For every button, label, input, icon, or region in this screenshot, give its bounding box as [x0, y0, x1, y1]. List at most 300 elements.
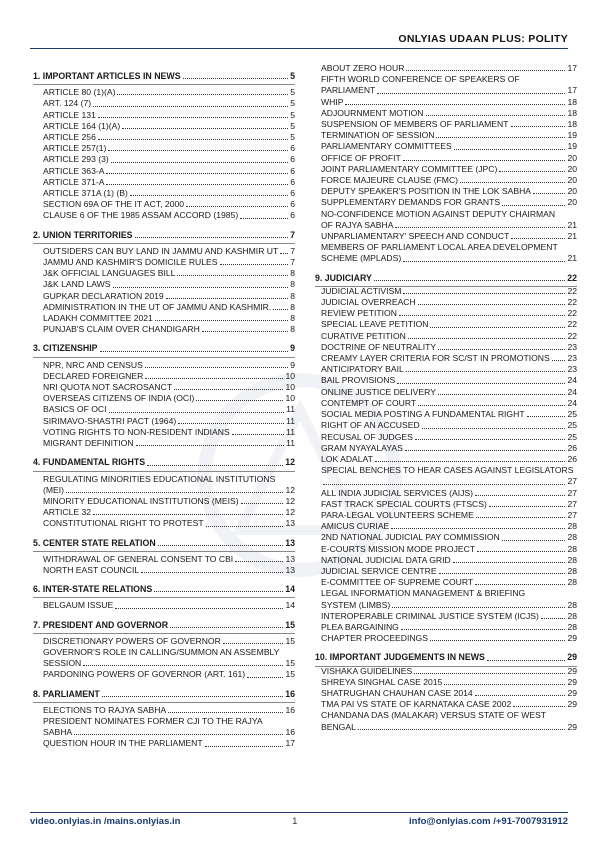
toc-entry[interactable] — [321, 544, 577, 555]
toc-entry[interactable] — [43, 87, 295, 98]
toc-entry[interactable] — [321, 577, 577, 588]
dot-leader — [154, 591, 283, 592]
toc-section-heading[interactable] — [33, 228, 295, 243]
entry-title: GRAM NYAYALAYAS — [321, 442, 403, 453]
entry-page-number: 5 — [290, 132, 295, 143]
toc-entry[interactable] — [43, 416, 295, 427]
toc-entry[interactable] — [321, 699, 577, 710]
dot-leader — [232, 434, 284, 435]
toc-entry[interactable] — [321, 186, 577, 197]
entry-page-number: 28 — [567, 621, 577, 632]
entry-page-number: 15 — [285, 669, 295, 680]
entry-page-number: 12 — [285, 507, 295, 518]
dot-leader — [83, 665, 283, 666]
dot-leader — [391, 528, 565, 529]
toc-entry[interactable] — [43, 705, 295, 716]
dot-leader — [109, 412, 285, 413]
toc-entry[interactable] — [43, 360, 295, 371]
dot-leader — [475, 584, 565, 585]
toc-entry[interactable] — [43, 507, 295, 518]
entry-title: SHATRUGHAN CHAUHAN CASE 2014 — [321, 687, 473, 698]
dot-leader — [205, 746, 284, 747]
toc-entry[interactable] — [43, 143, 295, 154]
dot-leader — [422, 428, 566, 429]
toc-entry[interactable] — [43, 210, 295, 221]
entry-title: ADJOURNMENT MOTION — [321, 107, 424, 118]
entry-page-number: 12 — [285, 484, 295, 495]
dot-leader — [93, 106, 288, 107]
entry-title: ALL INDIA JUDICIAL SERVICES (AIJS) — [321, 487, 474, 498]
toc-entry[interactable] — [43, 565, 295, 576]
toc-entry[interactable] — [321, 398, 577, 409]
toc-section-heading[interactable] — [33, 618, 295, 633]
toc-entry[interactable] — [321, 74, 577, 96]
entry-title: J&K LAND LAWS — [43, 279, 111, 290]
entry-title: BAIL PROVISIONS — [321, 375, 396, 386]
dot-leader — [439, 573, 566, 574]
toc-entry[interactable] — [321, 242, 577, 264]
toc-entry[interactable] — [43, 246, 295, 257]
entry-last-line — [43, 658, 295, 669]
entry-title: DECLARED FOREIGNER — [43, 370, 144, 381]
entry-title-line: GOVERNOR'S ROLE IN CALLING/SUMMON AN ASSEMBLY — [43, 646, 280, 657]
dot-leader — [273, 309, 288, 310]
toc-entry[interactable] — [321, 566, 577, 577]
entry-title: TMA PAI VS STATE OF KARNATAKA CASE 2002 — [321, 699, 512, 710]
toc-entry[interactable] — [43, 257, 295, 268]
entry-title: NRI QUOTA NOT SACROSANCT — [43, 382, 173, 393]
toc-entry[interactable] — [321, 588, 577, 610]
entry-page-number: 23 — [567, 341, 577, 352]
toc-entry[interactable] — [321, 532, 577, 543]
toc-entry[interactable] — [43, 188, 295, 199]
dot-leader — [247, 677, 283, 678]
entry-title: CONTEMPT OF COURT — [321, 397, 417, 408]
dot-leader — [170, 627, 283, 628]
dot-leader — [374, 280, 565, 281]
entry-title: BENGAL — [321, 721, 356, 732]
entry-page-number: 8 — [290, 324, 295, 335]
toc-entry[interactable] — [43, 166, 295, 177]
entry-page-number: 20 — [567, 186, 577, 197]
entry-title: CLAUSE 6 OF THE 1985 ASSAM ACCORD (1985) — [43, 210, 239, 221]
entry-title: ARTICLE 371A (1) (B) — [43, 188, 128, 199]
toc-section-entries — [315, 286, 577, 648]
dot-leader — [174, 389, 283, 390]
toc-entry[interactable] — [321, 688, 577, 699]
section-page-number: 22 — [567, 272, 577, 283]
toc-entry[interactable] — [321, 209, 577, 231]
entry-page-number: 24 — [567, 386, 577, 397]
entry-page-number: 20 — [567, 163, 577, 174]
toc-entry[interactable] — [321, 364, 577, 375]
toc-entry[interactable] — [321, 622, 577, 633]
entry-page-number: 7 — [290, 257, 295, 268]
toc-entry[interactable] — [321, 331, 577, 342]
entry-page-number: 18 — [567, 107, 577, 118]
entry-title: SHREYA SINGHAL CASE 2015 — [321, 676, 443, 687]
dot-leader — [403, 160, 566, 161]
toc-entry[interactable] — [321, 353, 577, 364]
entry-page-number: 23 — [567, 364, 577, 375]
toc-entry[interactable] — [321, 454, 577, 465]
entry-page-number: 17 — [285, 738, 295, 749]
dot-leader — [475, 495, 565, 496]
toc-entry[interactable] — [321, 342, 577, 353]
entry-title: JUDICIAL ACTIVISM — [321, 285, 402, 296]
toc-entry[interactable] — [43, 393, 295, 404]
toc-entry[interactable] — [43, 177, 295, 188]
entry-page-number: 5 — [290, 98, 295, 109]
entry-title: SIRIMAVO-SHASTRI PACT (1964) — [43, 415, 177, 426]
entry-page-number: 27 — [567, 476, 577, 487]
dot-leader — [476, 517, 566, 518]
toc-section-heading[interactable] — [33, 582, 295, 597]
toc-entry[interactable] — [321, 420, 577, 431]
dot-leader — [117, 94, 288, 95]
section-title: 4. FUNDAMENTAL RIGHTS — [33, 457, 146, 468]
dot-leader — [430, 327, 565, 328]
dot-leader — [102, 696, 283, 697]
toc-entry[interactable] — [321, 387, 577, 398]
entry-page-number: 6 — [290, 143, 295, 154]
entry-page-number: 15 — [285, 658, 295, 669]
dot-leader — [513, 706, 565, 707]
dot-leader — [444, 684, 565, 685]
toc-section-heading[interactable] — [33, 69, 295, 84]
toc-section-entries — [33, 243, 295, 339]
dot-leader — [106, 184, 288, 185]
toc-entry[interactable] — [321, 488, 577, 499]
section-page-number: 5 — [290, 71, 295, 81]
dot-leader — [122, 128, 288, 129]
dot-leader — [106, 173, 288, 174]
toc-entry[interactable] — [321, 510, 577, 521]
toc-entry[interactable] — [43, 279, 295, 290]
dot-leader — [98, 139, 288, 140]
footer-contact[interactable]: info@onlyias.com /+91-7007931912 — [409, 816, 568, 827]
toc-entry[interactable] — [43, 154, 295, 165]
entry-title: PUNJAB'S CLAIM OVER CHANDIGARH — [43, 324, 200, 335]
toc-section-heading[interactable] — [33, 536, 295, 551]
entry-page-number: 21 — [567, 219, 577, 230]
dot-leader — [436, 137, 565, 138]
entry-title: OUTSIDERS CAN BUY LAND IN JAMMU AND KASHMIR UT — [43, 245, 279, 256]
entry-page-number: 10 — [285, 393, 295, 404]
dot-leader — [499, 171, 565, 172]
entry-title: REVIEW PETITION — [321, 308, 397, 319]
entry-title: MINORITY EDUCATIONAL INSTITUTIONS (MEIS) — [43, 495, 239, 506]
toc-entry[interactable] — [321, 153, 577, 164]
entry-page-number: 24 — [567, 397, 577, 408]
toc-section-heading[interactable] — [33, 455, 295, 470]
entry-page-number: 28 — [567, 532, 577, 543]
toc-entry[interactable] — [321, 108, 577, 119]
entry-title: QUESTION HOUR IN THE PARLIAMENT — [43, 738, 203, 749]
entry-title: PLEA BARGAINING — [321, 621, 399, 632]
dot-leader — [223, 643, 284, 644]
toc-section-heading[interactable] — [33, 341, 295, 356]
dot-leader — [511, 126, 566, 127]
entry-page-number: 6 — [290, 165, 295, 176]
toc-entry[interactable] — [321, 666, 577, 677]
footer-websites[interactable]: video.onlyias.in /mains.onlyias.in — [30, 816, 181, 827]
dot-leader — [358, 729, 566, 730]
dot-leader — [113, 287, 289, 288]
toc-entry[interactable] — [43, 404, 295, 415]
dot-leader — [405, 450, 566, 451]
entry-page-number: 22 — [567, 330, 577, 341]
entry-page-number: 9 — [290, 359, 295, 370]
entry-title: E-COURTS MISSION MODE PROJECT — [321, 543, 476, 554]
entry-page-number: 22 — [567, 297, 577, 308]
entry-title: ONLINE JUSTICE DELIVERY — [321, 386, 436, 397]
dot-leader — [399, 315, 566, 316]
toc-entry[interactable] — [43, 132, 295, 143]
entry-title: BELGAUM ISSUE — [43, 600, 114, 611]
toc-entry[interactable] — [43, 199, 295, 210]
entry-last-line — [321, 476, 577, 487]
toc-entry[interactable] — [321, 119, 577, 130]
entry-page-number: 27 — [567, 498, 577, 509]
toc-section-entries — [315, 666, 577, 736]
entry-page-number: 29 — [567, 721, 577, 732]
entry-title: JUDICIAL OVERREACH — [321, 297, 416, 308]
toc-section-heading[interactable] — [315, 271, 577, 286]
entry-page-number: 28 — [567, 577, 577, 588]
entry-title-line: PRESIDENT NOMINATES FORMER CJI TO THE RAJYA — [43, 715, 263, 726]
entry-title: CHAPTER PROCEEDINGS — [321, 633, 428, 644]
toc-section-entries — [315, 63, 577, 268]
dot-leader — [323, 484, 565, 485]
toc-entry[interactable] — [43, 110, 295, 121]
entry-title: TERMINATION OF SESSION — [321, 130, 435, 141]
dot-leader — [430, 640, 565, 641]
toc-entry[interactable] — [321, 409, 577, 420]
toc-entry[interactable] — [321, 499, 577, 510]
entry-page-number: 8 — [290, 268, 295, 279]
entry-title: CONSTITUTIONAL RIGHT TO PROTEST — [43, 518, 204, 529]
dot-leader — [403, 293, 565, 294]
entry-title: WITHDRAWAL OF GENERAL CONSENT TO CBI — [43, 553, 234, 564]
entry-title: BASICS OF OCI — [43, 404, 107, 415]
entry-last-line — [43, 485, 295, 496]
toc-entry[interactable] — [43, 371, 295, 382]
entry-page-number: 17 — [567, 63, 577, 73]
toc-entry[interactable] — [43, 716, 295, 738]
entry-page-number: 21 — [567, 253, 577, 264]
toc-entry[interactable] — [43, 302, 295, 313]
dot-leader — [454, 149, 566, 150]
entry-page-number: 20 — [567, 175, 577, 186]
toc-entry[interactable] — [321, 130, 577, 141]
toc-entry[interactable] — [43, 738, 295, 749]
dot-leader — [541, 618, 566, 619]
entry-title: SYSTEM (LIMBS) — [321, 599, 391, 610]
entry-page-number: 10 — [285, 370, 295, 381]
entry-title: DOCTRINE OF NEUTRALITY — [321, 341, 437, 352]
entry-page-number: 29 — [567, 699, 577, 710]
entry-title: DEPUTY SPEAKER'S POSITION IN THE LOK SABHA — [321, 186, 532, 197]
entry-title: ARTICLE 293 (3) — [43, 154, 109, 165]
dot-leader — [158, 545, 284, 546]
entry-last-line — [321, 220, 577, 231]
entry-page-number: 22 — [567, 308, 577, 319]
dot-leader — [502, 540, 566, 541]
dot-leader — [135, 237, 289, 238]
dot-leader — [438, 394, 566, 395]
toc-section-entries — [33, 633, 295, 684]
entry-page-number: 25 — [567, 409, 577, 420]
toc-entry[interactable] — [321, 175, 577, 186]
dot-leader — [489, 506, 566, 507]
entry-title-line: LEGAL INFORMATION MANAGEMENT & BRIEFING — [321, 588, 526, 599]
toc-entry[interactable] — [43, 324, 295, 335]
toc-entry[interactable] — [43, 382, 295, 393]
entry-page-number: 10 — [285, 382, 295, 393]
dot-leader — [202, 331, 288, 332]
toc-entry[interactable] — [43, 600, 295, 611]
dot-leader — [345, 104, 565, 105]
entry-title: PARLIAMENT — [321, 85, 376, 96]
toc-entry[interactable] — [43, 313, 295, 324]
entry-page-number: 6 — [290, 199, 295, 210]
entry-page-number: 16 — [285, 704, 295, 715]
entry-page-number: 17 — [567, 85, 577, 96]
dot-leader — [475, 695, 566, 696]
entry-title-line: FIFTH WORLD CONFERENCE OF SPEAKERS OF — [321, 74, 520, 85]
dot-leader — [206, 526, 284, 527]
toc-entry[interactable] — [43, 647, 295, 669]
section-page-number: 14 — [285, 584, 295, 595]
entry-page-number: 8 — [290, 279, 295, 290]
entry-title: RIGHT OF AN ACCUSED — [321, 420, 420, 431]
toc-section-entries — [33, 84, 295, 224]
dot-leader — [177, 275, 288, 276]
entry-page-number: 28 — [567, 554, 577, 565]
entry-page-number: 20 — [567, 197, 577, 208]
toc-entry[interactable] — [321, 197, 577, 208]
entry-page-number: 29 — [567, 633, 577, 644]
toc-entry[interactable] — [43, 636, 295, 647]
section-page-number: 7 — [290, 229, 295, 240]
toc-entry[interactable] — [321, 164, 577, 175]
entry-title: ARTICLE 32 — [43, 507, 92, 518]
toc-entry[interactable] — [321, 319, 577, 330]
dot-leader — [426, 115, 566, 116]
toc-entry[interactable] — [321, 308, 577, 319]
toc-entry[interactable] — [321, 465, 577, 487]
entry-page-number: 27 — [567, 487, 577, 498]
entry-title: VISHAKA GUIDELINES — [321, 665, 413, 676]
toc-entry[interactable] — [43, 291, 295, 302]
toc-entry[interactable] — [321, 286, 577, 297]
dot-leader — [527, 416, 566, 417]
toc-entry[interactable] — [43, 474, 295, 496]
toc-entry[interactable] — [321, 97, 577, 108]
toc-entry[interactable] — [43, 121, 295, 132]
toc-entry[interactable] — [321, 231, 577, 242]
section-title: 7. PRESIDENT AND GOVERNOR — [33, 619, 169, 630]
entry-page-number: 11 — [286, 404, 295, 415]
toc-section-heading[interactable] — [33, 687, 295, 702]
entry-page-number: 21 — [567, 231, 577, 242]
toc-entry[interactable] — [321, 375, 577, 386]
section-title: 5. CENTER STATE RELATION — [33, 537, 156, 548]
dot-leader — [93, 514, 283, 515]
toc-entry[interactable] — [43, 669, 295, 680]
toc-entry[interactable] — [321, 710, 577, 732]
entry-title: SOCIAL MEDIA POSTING A FUNDAMENTAL RIGHT — [321, 409, 525, 420]
entry-title: ARTICLE 257(1) — [43, 143, 107, 154]
entry-page-number: 28 — [567, 521, 577, 532]
entry-title: ART. 124 (7) — [43, 98, 92, 109]
entry-last-line — [321, 253, 577, 264]
dot-leader — [240, 218, 288, 219]
toc-entry[interactable] — [321, 432, 577, 443]
entry-title: LADAKH COMMITTEE 2021 — [43, 313, 153, 324]
toc-entry[interactable] — [321, 521, 577, 532]
toc-entry[interactable] — [321, 63, 577, 74]
toc-entry[interactable] — [43, 427, 295, 438]
toc-entry[interactable] — [321, 633, 577, 644]
entry-page-number: 28 — [567, 599, 577, 610]
toc-entry[interactable] — [321, 297, 577, 308]
toc-entry[interactable] — [321, 443, 577, 454]
entry-page-number: 23 — [567, 353, 577, 364]
toc-entry[interactable] — [43, 98, 295, 109]
toc-entry[interactable] — [321, 555, 577, 566]
entry-title: DISCRETIONARY POWERS OF GOVERNOR — [43, 635, 221, 646]
entry-title: FAST TRACK SPECIAL COURTS (FTSCS) — [321, 498, 487, 509]
section-title: 3. CITIZENSHIP — [33, 343, 98, 354]
entry-title: SUSPENSION OF MEMBERS OF PARLIAMENT — [321, 119, 509, 130]
toc-left-column — [33, 66, 295, 755]
toc-entry[interactable] — [43, 268, 295, 279]
entry-title: NATIONAL JUDICIAL DATA GRID — [321, 554, 451, 565]
dot-leader — [418, 405, 565, 406]
entry-page-number: 11 — [286, 438, 295, 449]
entry-page-number: 11 — [286, 426, 295, 437]
toc-section-entries — [33, 597, 295, 614]
section-title: 1. IMPORTANT ARTICLES IN NEWS — [33, 71, 181, 81]
entry-page-number: 7 — [290, 245, 295, 256]
entry-page-number: 20 — [567, 152, 577, 163]
dot-leader — [511, 238, 565, 239]
entry-title: ARTICLE 80 (1)(A) — [43, 87, 116, 98]
toc-entry[interactable] — [321, 141, 577, 152]
dot-leader — [74, 734, 283, 735]
section-page-number: 16 — [285, 688, 295, 699]
dot-leader — [235, 561, 283, 562]
toc-entry[interactable] — [43, 554, 295, 565]
entry-page-number: 8 — [290, 290, 295, 301]
toc-entry[interactable] — [321, 611, 577, 622]
entry-page-number: 8 — [290, 313, 295, 324]
toc-entry[interactable] — [43, 438, 295, 449]
entry-page-number: 18 — [567, 96, 577, 107]
toc-section-entries — [33, 357, 295, 453]
entry-title: JOINT PARLIAMENTARY COMMITTEE (JPC) — [321, 163, 498, 174]
toc-entry[interactable] — [321, 677, 577, 688]
dot-leader — [280, 253, 288, 254]
toc-entry[interactable] — [43, 518, 295, 529]
toc-section-heading[interactable] — [315, 650, 577, 665]
entry-page-number: 28 — [567, 543, 577, 554]
toc-entry[interactable] — [43, 496, 295, 507]
entry-title: VOTING RIGHTS TO NON-RESIDENT INDIANS — [43, 426, 230, 437]
entry-title: INTEROPERABLE CRIMINAL JUSTICE SYSTEM (ICJS) — [321, 610, 539, 621]
